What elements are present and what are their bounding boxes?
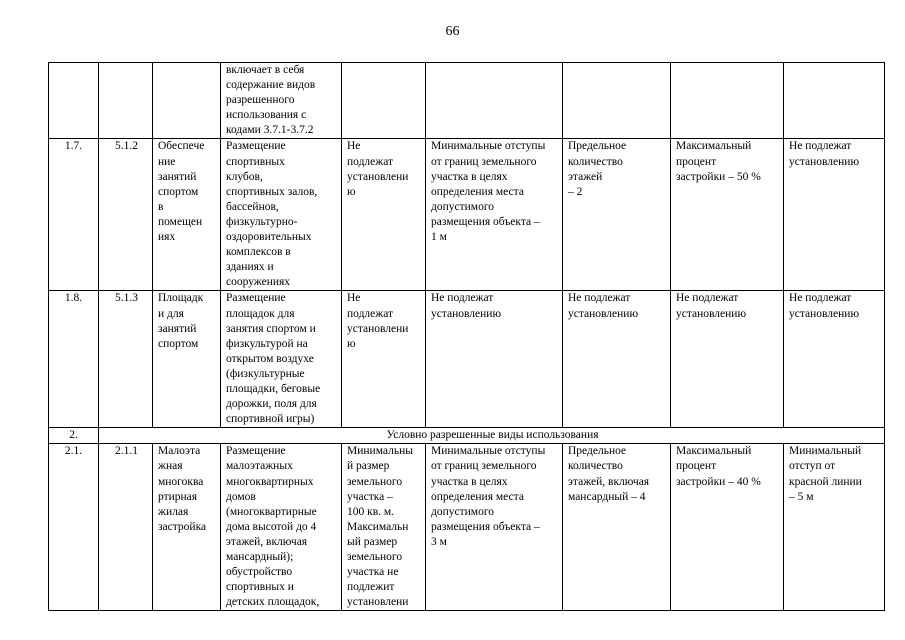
cell-description: Размещение малоэтажных многоквартирных домов (многоквартирные дома высотой до 4 этажей, включая мансардный); обустройство спортивных и детских площадок,	[221, 444, 342, 611]
table-row	[49, 444, 885, 611]
cell-other	[784, 63, 885, 139]
cell-use-name: Обеспече ние занятий спортом в помещен иях	[153, 139, 221, 291]
cell-number: 1.7.	[49, 139, 99, 291]
cell-description: Размещение спортивных клубов, спортивных залов, бассейнов, физкультурно- оздоровительных комплексов в зданиях и сооружениях	[221, 139, 342, 291]
cell-coverage: Максимальный процент застройки – 50 %	[671, 139, 784, 291]
cell-code: 5.1.3	[99, 291, 153, 428]
cell-plot-size: Минимальны й размер земельного участка – 100 кв. м. Максимальн ый размер земельного участка не подлежит установлени	[342, 444, 426, 611]
cell-plot-size	[342, 63, 426, 139]
cell-plot-size: Не подлежат установлени ю	[342, 291, 426, 428]
table-row	[49, 63, 885, 139]
table-row	[49, 291, 885, 428]
cell-number	[49, 63, 99, 139]
cell-other: Не подлежат установлению	[784, 291, 885, 428]
cell-use-name: Малоэта жная многоква ртирная жилая застройка	[153, 444, 221, 611]
cell-coverage: Не подлежат установлению	[671, 291, 784, 428]
cell-setbacks: Минимальные отступы от границ земельного участка в целях определения места допустимого размещения объекта – 1 м	[426, 139, 563, 291]
cell-floors: Предельное количество этажей, включая мансардный – 4	[563, 444, 671, 611]
cell-code	[99, 63, 153, 139]
table-row	[49, 139, 885, 291]
cell-other: Не подлежат установлению	[784, 139, 885, 291]
cell-coverage	[671, 63, 784, 139]
cell-floors	[563, 63, 671, 139]
cell-setbacks: Минимальные отступы от границ земельного участка в целях определения места допустимого размещения объекта – 3 м	[426, 444, 563, 611]
cell-floors: Предельное количество этажей – 2	[563, 139, 671, 291]
section-title: Условно разрешенные виды использования	[99, 428, 885, 444]
section-row	[49, 428, 885, 444]
cell-description: Размещение площадок для занятия спортом и физкультурой на открытом воздухе (физкультурные площадки, беговые дорожки, поля для спортивной игры)	[221, 291, 342, 428]
cell-other: Минимальный отступ от красной линии – 5 м	[784, 444, 885, 611]
cell-plot-size: Не подлежат установлени ю	[342, 139, 426, 291]
cell-setbacks	[426, 63, 563, 139]
cell-code: 2.1.1	[99, 444, 153, 611]
section-number: 2.	[49, 428, 99, 444]
regulations-table	[48, 62, 885, 611]
cell-floors: Не подлежат установлению	[563, 291, 671, 428]
cell-setbacks: Не подлежат установлению	[426, 291, 563, 428]
page-number: 66	[445, 24, 460, 39]
cell-code: 5.1.2	[99, 139, 153, 291]
cell-use-name: Площадк и для занятий спортом	[153, 291, 221, 428]
cell-number: 1.8.	[49, 291, 99, 428]
cell-coverage: Максимальный процент застройки – 40 %	[671, 444, 784, 611]
cell-description: включает в себя содержание видов разрешенного использования с кодами 3.7.1-3.7.2	[221, 63, 342, 139]
cell-number: 2.1.	[49, 444, 99, 611]
cell-use-name	[153, 63, 221, 139]
